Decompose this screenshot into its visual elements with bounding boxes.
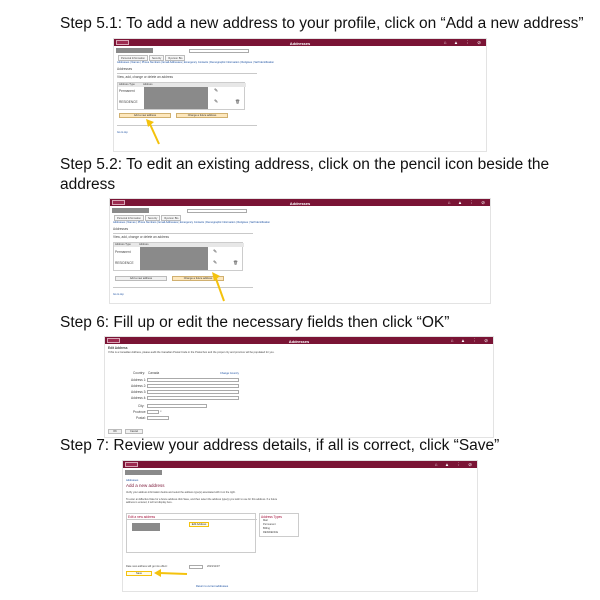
effective-date-input[interactable]	[189, 565, 203, 569]
screenshot-step-5-2	[109, 198, 491, 304]
redacted-address	[144, 87, 208, 109]
row-type-1: Permanent	[119, 89, 135, 93]
redacted-address	[140, 247, 208, 270]
address3-label: Address 3:	[131, 390, 147, 394]
type-billing: Billing	[263, 527, 270, 530]
row-type-2: RESIDENCE	[119, 100, 138, 104]
breadcrumb[interactable]: Addresses	[126, 479, 139, 482]
page-heading: Add a new address	[126, 483, 165, 488]
row-type-2: RESIDENCE	[115, 261, 134, 265]
tab-bio[interactable]: Ryerson Bio	[161, 215, 181, 221]
province-label: Province:	[133, 410, 147, 414]
arrow-pointer	[210, 271, 230, 303]
tab-personal-info[interactable]: Personal Information	[118, 55, 148, 61]
view-select[interactable]	[187, 209, 247, 213]
screenshot-step-5-1	[113, 38, 487, 152]
address1-label: Address 1:	[131, 378, 147, 382]
footer-divider	[117, 125, 257, 126]
university-logo	[125, 462, 138, 467]
tab-bio[interactable]: Ryerson Bio	[165, 55, 185, 61]
edit-address-button[interactable]: Edit Address	[189, 522, 209, 527]
app-header	[123, 461, 477, 468]
instruction-text-2: To enter an Effective Date for a future address click Save, and then select the address type(s) you wish to use for this address. If a future address is entered, it will not display here.	[126, 498, 278, 504]
address4-label: Address 4:	[131, 396, 147, 400]
page-heading: Addresses	[113, 227, 129, 231]
arrow-pointer	[153, 567, 189, 579]
header-icons[interactable]: ⌂ ▲ ⋮ ⊘	[443, 39, 484, 45]
redacted-address	[132, 523, 160, 531]
city-input[interactable]	[147, 404, 207, 408]
instruction-text: View, add, change or delete an address	[113, 235, 169, 239]
search-icon[interactable]: ⌕	[160, 409, 162, 413]
edit-address-section	[126, 513, 256, 553]
app-header	[114, 39, 486, 46]
address1-input[interactable]	[147, 378, 239, 382]
add-new-address-button[interactable]: Add a new address	[115, 276, 167, 281]
effective-date-value: 2023/11/07	[207, 565, 220, 568]
col-address: Address	[138, 243, 244, 247]
type-mail: Mail	[263, 519, 268, 522]
instruction-text-1: Verify your address information below and select the address type(s) associated with it on the right.	[126, 491, 236, 494]
go-to-top-link[interactable]: Go to top	[113, 293, 124, 296]
screenshot-step-6	[104, 336, 494, 438]
screenshot-step-7	[122, 460, 478, 592]
step-7-title: Step 7: Review your address details, if all is correct, click “Save”	[60, 437, 500, 454]
col-address-type: Address Type	[118, 83, 142, 87]
step-5-1-title: Step 5.1: To add a new address to your profile, click on “Add a new address”	[60, 15, 584, 32]
page-heading: Addresses	[117, 67, 133, 71]
pencil-icon[interactable]: ✎	[213, 249, 218, 255]
pencil-icon[interactable]: ✎	[214, 99, 219, 105]
nav-links[interactable]: Addresses | Names | Phone Numbers | Email Addresses | Emergency Contacts | Demographic Information | Religious | Self Identification	[113, 221, 270, 224]
header-icons[interactable]: ⌂ ▲ ⋮ ⊘	[447, 199, 488, 205]
address-table	[117, 82, 245, 110]
col-address: Address	[142, 83, 246, 87]
postal-input[interactable]	[147, 416, 169, 420]
header-icons[interactable]: ⌂ ▲ ⋮ ⊘	[434, 461, 475, 467]
header-title: Addresses	[289, 200, 311, 206]
trash-icon[interactable]: 🗑	[235, 99, 241, 104]
row-type-1: Permanent	[115, 250, 131, 254]
add-new-address-button[interactable]: Add a new address	[119, 113, 171, 118]
footer-divider	[113, 287, 253, 288]
change-country-link[interactable]: Change Country	[220, 372, 239, 375]
header-icons[interactable]: ⌂ ▲ ⋮ ⊘	[450, 337, 491, 343]
redacted-name	[125, 470, 162, 475]
address3-input[interactable]	[147, 390, 239, 394]
instruction-text: View, add, change or delete an address	[117, 75, 173, 79]
page-heading: Edit Address	[108, 346, 128, 350]
address-types-panel	[259, 513, 299, 537]
effective-date-label: Date new address will go into effect:	[126, 565, 168, 568]
province-input[interactable]	[147, 410, 159, 414]
address2-input[interactable]	[147, 384, 239, 388]
save-button[interactable]: Save	[126, 571, 152, 576]
tab-security[interactable]: Security	[145, 215, 160, 221]
step-6-title: Step 6: Fill up or edit the necessary fields then click “OK”	[60, 314, 450, 331]
trash-icon[interactable]: 🗑	[233, 260, 239, 265]
change-future-address-button[interactable]: Change a future address	[172, 276, 224, 281]
app-header	[110, 199, 490, 206]
return-link[interactable]: Return to current addresses	[196, 585, 229, 588]
country-label: Country:	[133, 371, 146, 375]
header-title: Addresses	[289, 40, 311, 46]
go-to-top-link[interactable]: Go to top	[117, 131, 128, 134]
ok-button[interactable]: OK	[108, 429, 122, 434]
redacted-name	[112, 208, 149, 213]
app-header	[105, 337, 493, 344]
pencil-icon[interactable]: ✎	[213, 260, 218, 266]
section-divider	[127, 519, 257, 520]
type-residence: RESIDENCE	[263, 531, 279, 534]
address-types-title: Address Types	[261, 515, 283, 519]
address-table	[113, 242, 243, 271]
city-label: City:	[138, 404, 145, 408]
address2-label: Address 2:	[131, 384, 147, 388]
type-permanent: Permanent	[263, 523, 276, 526]
redacted-name	[116, 48, 153, 53]
step-5-2-title: Step 5.2: To edit an existing address, click on the pencil icon beside the address	[60, 156, 550, 193]
header-title: Addresses	[288, 338, 310, 344]
arrow-pointer	[144, 117, 164, 147]
change-future-address-button[interactable]: Change a future address	[176, 113, 228, 118]
country-value: Canada	[148, 371, 160, 375]
tab-personal-info[interactable]: Personal Information	[114, 215, 144, 221]
edit-section-title: Edit a new address	[128, 515, 156, 519]
pencil-icon[interactable]: ✎	[214, 88, 219, 94]
cancel-button[interactable]: Cancel	[125, 429, 143, 434]
heading-divider	[117, 73, 257, 74]
tab-security[interactable]: Security	[149, 55, 164, 61]
address4-input[interactable]	[147, 396, 239, 400]
heading-divider	[113, 233, 253, 234]
instruction-text: If this is a Canadian Address, please audit the Canadian Postal Code in the Postal box and the proper city and province will be populated for you.	[108, 351, 275, 354]
view-select[interactable]	[189, 49, 249, 53]
col-address-type: Address Type	[114, 243, 138, 247]
postal-label: Postal:	[136, 416, 146, 420]
nav-links[interactable]: Addresses | Names | Phone Numbers | Email Addresses | Emergency Contacts | Demographic Information | Religious | Self Identification	[117, 61, 274, 64]
